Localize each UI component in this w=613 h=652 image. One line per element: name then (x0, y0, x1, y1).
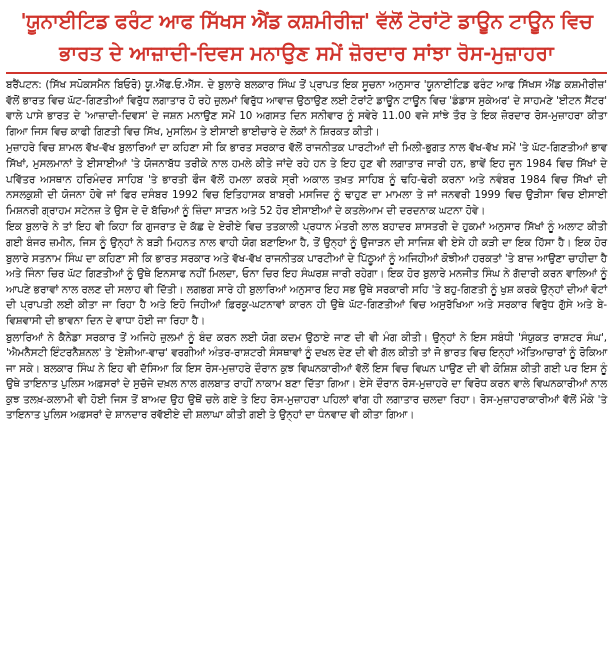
article-paragraph-4: ਬੁਲਾਰਿਆਂ ਨੇ ਕੈਨੇਡਾ ਸਰਕਾਰ ਤੋਂ ਅਜਿਹੇ ਜ਼ੁਲਮਾਂ ਨੂੰ ਬੰਦ ਕਰਨ ਲਈ ਯੋਗ ਕਦਮ ਉਠਾਏ ਜਾਣ ਦੀ ਵੀ ਮੰਗ ਕੀਤੀ। ਉਨ੍ਹਾਂ ਨੇ ਇਸ ਸਬੰਧੀ 'ਸੰਯੁਕਤ ਰਾਸ਼ਟਰ ਸੰਘ', 'ਐਮਨੈਸਟੀ ਇੰਟਰਨੈਸ਼ਨਲ' ਤੇ 'ਏਸ਼ੀਆ-ਵਾਚ' ਵਰਗੀਆਂ ਅੰਤਰ-ਰਾਸ਼ਟਰੀ ਸੰਸਥਾਵਾਂ ਨੂੰ ਦਖਲ ਦੇਣ ਦੀ ਵੀ ਗੱਲ ਕੀਤੀ ਤਾਂ ਜੋ ਭਾਰਤ ਵਿਚ ਇਨ੍ਹਾਂ ਅੱਤਿਆਚਾਰਾਂ ਨੂੰ ਰੋਕਿਆ ਜਾ ਸਕੇ। ਬਲਕਾਰ ਸਿੰਘ ਨੇ ਇਹ ਵੀ ਦੱਸਿਆ ਕਿ ਇਸ ਰੋਸ-ਮੁਜ਼ਾਹਰੇ ਦੌਰਾਨ ਕੁਝ ਵਿਘਨਕਾਰੀਆਂ ਵੱਲੋਂ ਇਸ ਵਿਚ ਵਿਘਨ ਪਾਉਣ ਦੀ ਵੀ ਕੋਸ਼ਿਸ਼ ਕੀਤੀ ਗਈ ਪਰ ਇਸ ਨੂੰ ਉਥੇ ਤਾਇਨਾਤ ਪੁਲਿਸ ਅਫ਼ਸਰਾਂ ਦੇ ਸੁਚੱਜੇ ਦਖ਼ਲ ਨਾਲ ਗਲਬਾਤ ਰਾਹੀਂ ਨਾਕਾਮ ਬਣਾ ਦਿੱਤਾ ਗਿਆ। ਏਸੇ ਦੌਰਾਨ ਰੋਸ-ਮੁਜ਼ਾਹਰੇ ਦਾ ਵਿਰੋਧ ਕਰਨ ਵਾਲੇ ਵਿਘਨਕਾਰੀਆਂ ਨਾਲ ਕੁਝ ਤਲਖ਼-ਕਲਾਮੀ ਵੀ ਹੋਈ ਜਿਸ ਤੋਂ ਬਾਅਦ ਉਹ ਉਥੋਂ ਚਲੇ ਗਏ ਤੇ ਇਹ ਰੋਸ-ਮੁਜ਼ਾਹਰਾ ਪਹਿਲਾਂ ਵਾਂਗ ਹੀ ਲਗਾਤਾਰ ਚਲਦਾ ਰਿਹਾ। ਰੋਸ-ਮੁਜ਼ਾਹਰਾਕਾਰੀਆਂ ਵੱਲੋਂ ਮੌਕੇ 'ਤੇ ਤਾਇਨਾਤ ਪੁਲਿਸ ਅਫ਼ਸਰਾਂ ਦੇ ਸ਼ਾਨਦਾਰ ਰਵੱਈਏ ਦੀ ਸ਼ਲਾਘਾ ਕੀਤੀ ਗਈ ਤੇ ਉਨ੍ਹਾਂ ਦਾ ਧੰਨਵਾਦ ਵੀ ਕੀਤਾ ਗਿਆ। (6, 331, 607, 422)
headline-line-2: ਭਾਰਤ ਦੇ ਆਜ਼ਾਦੀ-ਦਿਵਸ ਮਨਾਉਣ ਸਮੇਂ ਜ਼ੋਰਦਾਰ ਸਾਂਝਾ ਰੋਸ-ਮੁਜ਼ਾਹਰਾ (59, 41, 554, 65)
article-paragraph-1: ਬਰੈਂਪਟਨ: (ਸਿੱਖ ਸਪੋਕਸਮੈਨ ਬਿਓਰੋ) ਯੂ.ਐੱਫ.ਓ.ਐੱਸ. ਦੇ ਬੁਲਾਰੇ ਬਲਕਾਰ ਸਿੰਘ ਤੋਂ ਪ੍ਰਾਪਤ ਇਕ ਸੂਚਨਾ ਅਨੁਸਾਰ 'ਯੂਨਾਈਟਿਡ ਫਰੰਟ ਆਫ ਸਿੱਖਸ ਐਂਡ ਕਸ਼ਮੀਰੀਜ਼' ਵੱਲੋਂ ਭਾਰਤ ਵਿਚ ਘੱਟ-ਗਿਣਤੀਆਂ ਵਿਰੁੱਧ ਲਗਾਤਾਰ ਹੋ ਰਹੇ ਜ਼ੁਲਮਾਂ ਵਿਰੁੱਧ ਆਵਾਜ਼ ਉਠਾਉਣ ਲਈ ਟੋਰਾਂਟੋ ਡਾਊਨ ਟਾਊਨ ਵਿਚ 'ਡੰਡਾਸ ਸੁਕੇਅਰ' ਦੇ ਸਾਹਮਣੇ 'ਈਟਨ ਸੈਂਟਰ' ਵਾਲੇ ਪਾਸੇ ਭਾਰਤ ਦੇ 'ਆਜ਼ਾਦੀ-ਦਿਵਸ' ਦੇ ਜਸ਼ਨ ਮਨਾਉਣ ਸਮੇਂ 10 ਅਗਸਤ ਦਿਨ ਸਨੀਵਾਰ ਨੂੰ ਸਵੇਰੇ 11.00 ਵਜੇ ਸਾਂਝੇ ਤੌਰ ਤੇ ਇਕ ਜ਼ੋਰਦਾਰ ਰੋਸ-ਮੁਜ਼ਾਹਰਾ ਕੀਤਾ ਗਿਆ ਜਿਸ ਵਿਚ ਕਾਫੀ ਗਿਣਤੀ ਵਿਚ ਸਿੱਖ, ਮੁਸਲਿਮ ਤੇ ਈਸਾਈ ਭਾਈਚਾਰੇ ਦੇ ਲੋਕਾਂ ਨੇ ਸ਼ਿਰਕਤ ਕੀਤੀ। (6, 79, 607, 138)
headline-divider (6, 72, 607, 74)
article-paragraph-3: ਇਕ ਬੁਲਾਰੇ ਨੇ ਤਾਂ ਇਹ ਵੀ ਕਿਹਾ ਕਿ ਗੁਜਰਾਤ ਦੇ ਕੱਛ ਦੇ ਏਰੀਏ ਵਿਚ ਤਤਕਾਲੀ ਪ੍ਰਧਾਨ ਮੰਤਰੀ ਲਾਲ ਬਹਾਦਰ ਸ਼ਾਸਤਰੀ ਦੇ ਹੁਕਮਾਂ ਅਨੁਸਾਰ ਸਿੱਖਾਂ ਨੂੰ ਅਲਾਟ ਕੀਤੀ ਗਈ ਬੰਜਰ ਜ਼ਮੀਨ, ਜਿਸ ਨੂੰ ਉਨ੍ਹਾਂ ਨੇ ਬੜੀ ਮਿਹਨਤ ਨਾਲ ਵਾਹੀ ਯੋਗ ਬਣਾਇਆ ਹੈ, ਤੋਂ ਉਨ੍ਹਾਂ ਨੂੰ ਉਜਾੜਨ ਦੀ ਸਾਜਿਸ਼ ਵੀ ਏਸੇ ਹੀ ਕੜੀ ਦਾ ਇਕ ਹਿੱਸਾ ਹੈ। ਇਕ ਹੋਰ ਬੁਲਾਰੇ ਸਤਨਾਮ ਸਿੰਘ ਦਾ ਕਹਿਣਾ ਸੀ ਕਿ ਭਾਰਤ ਸਰਕਾਰ ਅਤੇ ਵੱਖ-ਵੱਖ ਰਾਜਨੀਤਕ ਪਾਰਟੀਆਂ ਦੇ ਪਿੱਠੂਆਂ ਨੂੰ ਅਜਿਹੀਆਂ ਕੋਝੀਆਂ ਹਰਕਤਾਂ 'ਤੇ ਬਾਜ਼ ਆਉਣਾ ਚਾਹੀਦਾ ਹੈ ਅਤੇ ਜਿੰਨਾ ਚਿਰ ਘੱਟ ਗਿਣਤੀਆਂ ਨੂੰ ਉਥੇ ਇਨਸਾਫ ਨਹੀਂ ਮਿਲਦਾ, ਓਨਾ ਚਿਰ ਇਹ ਸੰਘਰਸ਼ ਜਾਰੀ ਰਹੇਗਾ। ਇਕ ਹੋਰ ਬੁਲਾਰੇ ਮਨਜੀਤ ਸਿੰਘ ਨੇ ਗੱਦਾਰੀ ਕਰਨ ਵਾਲਿਆਂ ਨੂੰ ਆਪਣੇ ਭਰਾਵਾਂ ਨਾਲ ਰਲਣ ਦੀ ਸਲਾਹ ਵੀ ਦਿੱਤੀ। ਲਗਭਗ ਸਾਰੇ ਹੀ ਬੁਲਾਰਿਆਂ ਅਨੁਸਾਰ ਇਹ ਸਭ ਉਥੇ ਸਰਕਾਰੀ ਸਹਿ 'ਤੇ ਬਹੁ-ਗਿਣਤੀ ਨੂੰ ਖੁਸ਼ ਕਰਕੇ ਉਨ੍ਹਾਂ ਦੀਆਂ ਵੋਟਾਂ ਦੀ ਪ੍ਰਾਪਤੀ ਲਈ ਕੀਤਾ ਜਾ ਰਿਹਾ ਹੈ ਅਤੇ ਇਹੋ ਜਿਹੀਆਂ ਫ਼ਿਰਕੂ-ਘਟਨਾਵਾਂ ਕਾਰਨ ਹੀ ਉਥੇ ਘੱਟ-ਗਿਣਤੀਆਂ ਵਿਚ ਅਸੁਰੱਖਿਆ ਅਤੇ ਸਰਕਾਰ ਵਿਰੁੱਧ ਗੁੱਸੇ ਅਤੇ ਬੇ-ਵਿਸ਼ਵਾਸੀ ਦੀ ਭਾਵਨਾ ਦਿਨ ਦੇ ਵਾਧਾ ਹੋਈ ਜਾ ਰਿਹਾ ਹੈ। (6, 221, 607, 327)
article-paragraph-2: ਮੁਜ਼ਾਹਰੇ ਵਿਚ ਸ਼ਾਮਲ ਵੱਖ-ਵੱਖ ਬੁਲਾਰਿਆਂ ਦਾ ਕਹਿਣਾ ਸੀ ਕਿ ਭਾਰਤ ਸਰਕਾਰ ਵੱਲੋਂ ਰਾਜਨੀਤਕ ਪਾਰਟੀਆਂ ਦੀ ਮਿਲੀ-ਭੁਗਤ ਨਾਲ ਵੱਖ-ਵੱਖ ਸਮੇਂ 'ਤੇ ਘੱਟ-ਗਿਣਤੀਆਂ ਭਾਵ ਸਿੱਖਾਂ, ਮੁਸਲਮਾਨਾਂ ਤੇ ਈਸਾਈਆਂ 'ਤੇ ਯੋਜਨਾਬੱਧ ਤਰੀਕੇ ਨਾਲ ਹਮਲੇ ਕੀਤੇ ਜਾਂਦੇ ਰਹੇ ਹਨ ਤੇ ਇਹ ਹੁਣ ਵੀ ਲਗਾਤਾਰ ਜਾਰੀ ਹਨ, ਭਾਵੇਂ ਇਹ ਜੂਨ 1984 ਵਿਚ ਸਿੱਖਾਂ ਦੇ ਪਵਿੱਤਰ ਅਸਥਾਨ ਹਰਿਮੰਦਰ ਸਾਹਿਬ 'ਤੇ ਭਾਰਤੀ ਫੌਜ ਵੱਲੋਂ ਹਮਲਾ ਕਰਕੇ ਸ੍ਰੀ ਅਕਾਲ ਤਖ਼ਤ ਸਾਹਿਬ ਨੂੰ ਢਹਿ-ਢੇਰੀ ਕਰਨਾ ਅਤੇ ਨਵੰਬਰ 1984 ਵਿਚ ਸਿੱਖਾਂ ਦੀ ਨਸਲਕੁਸ਼ੀ ਦੀ ਯੋਜਨਾ ਹੋਵੇ ਜਾਂ ਫਿਰ ਦਸੰਬਰ 1992 ਵਿਚ ਇਤਿਹਾਸਕ ਬਾਬਰੀ ਮਸਜਿਦ ਨੂੰ ਢਾਹੁਣ ਦਾ ਮਾਮਲਾ ਤੇ ਜਾਂ ਜਨਵਰੀ 1999 ਵਿਚ ਉੜੀਸਾ ਵਿਚ ਈਸਾਈ ਮਿਸ਼ਨਰੀ ਗ੍ਰਾਹਮ ਸਟੇਨਜ਼ ਤੇ ਉਸ ਦੇ ਦੋ ਬੱਚਿਆਂ ਨੂੰ ਜ਼ਿੰਦਾ ਸਾੜਨ ਅਤੇ 52 ਹੋਰ ਈਸਾਈਆਂ ਦੇ ਕਤਲੇਆਮ ਦੀ ਦਰਦਨਾਕ ਘਟਨਾ ਹੋਵੇ। (6, 142, 607, 217)
article-body (6, 78, 607, 424)
headline (6, 6, 607, 68)
headline-line-1: 'ਯੂਨਾਈਟਿਡ ਫਰੰਟ ਆਫ ਸਿੱਖਸ ਐਂਡ ਕਸ਼ਮੀਰੀਜ਼' ਵੱਲੋਂ ਟੋਰਾਂਟੋ ਡਾਊਨ ਟਾਊਨ ਵਿਚ (20, 9, 593, 33)
